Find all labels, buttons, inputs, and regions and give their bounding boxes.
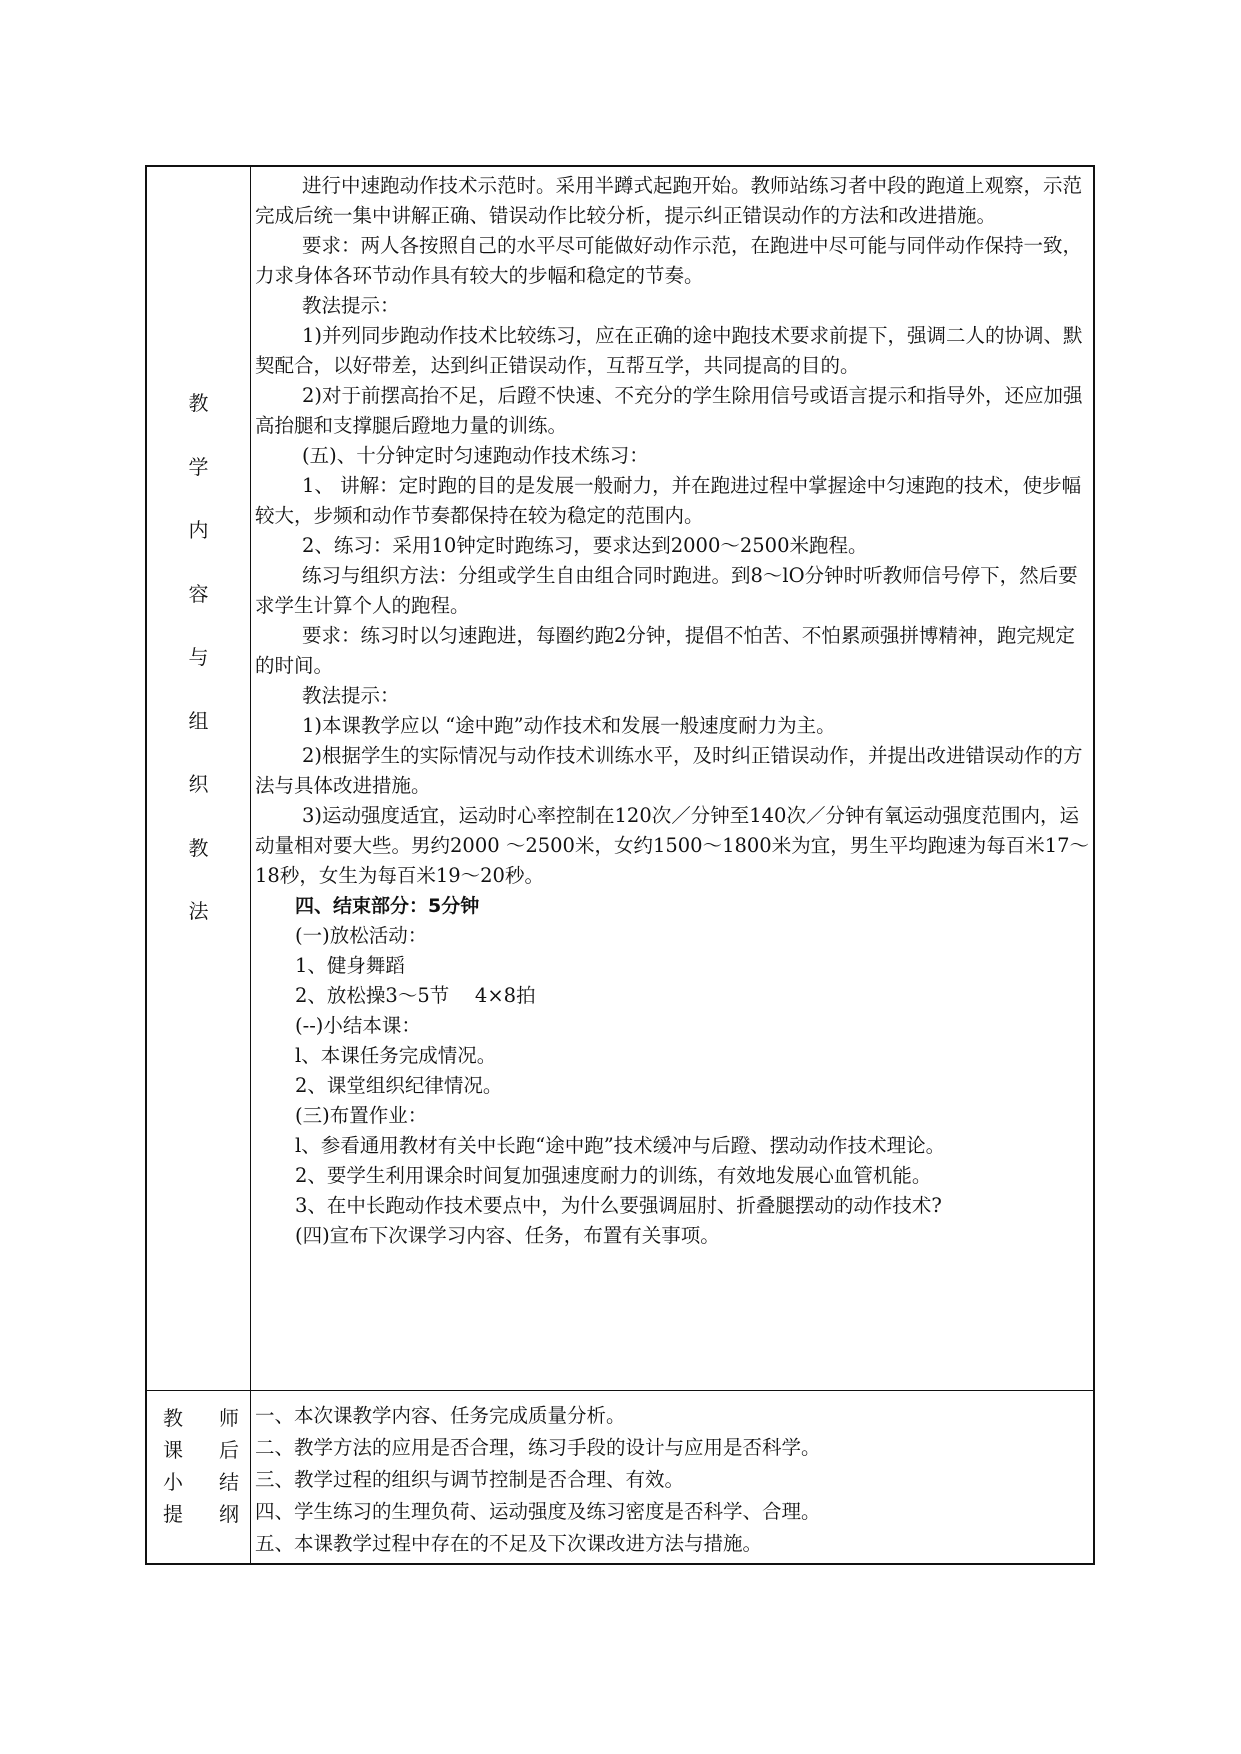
label-char: 法	[188, 899, 209, 923]
label-char: 师	[219, 1406, 239, 1430]
content-paragraph: 四、结束部分：5分钟	[295, 895, 480, 917]
content-paragraph: 3)运动强度适宜，运动时心率控制在120次／分钟至140次／分钟有氧运动强度范围内，运动量相对要大些。男约2000 ～2500米，女约1500～1800米为宜，男生平均跑速为每百米17～18秒，女生为每百米19～20秒。	[255, 804, 1090, 887]
content-paragraph: (五)、十分钟定时匀速跑动作技术练习：	[302, 444, 649, 467]
content-paragraph: (四)宣布下次课学习内容、任务，布置有关事项。	[295, 1224, 720, 1247]
label-char: 结	[219, 1470, 239, 1494]
label-row	[157, 1466, 245, 1498]
lesson-plan-table	[145, 165, 1095, 1565]
label-char: 内	[188, 518, 209, 542]
teaching-content-label	[147, 392, 250, 964]
content-paragraph: 2、要学生利用课余时间复加强速度耐力的训练，有效地发展心血管机能。	[295, 1164, 932, 1187]
content-paragraph: 2)根据学生的实际情况与动作技术训练水平，及时纠正错误动作，并提出改进错误动作的方法与具体改进措施。	[255, 744, 1083, 797]
label-char: 教	[188, 391, 209, 415]
label-row	[157, 1434, 245, 1466]
label-char: 纲	[219, 1502, 239, 1526]
label-row	[157, 1402, 245, 1434]
label-char: 织	[188, 772, 209, 796]
row-divider	[147, 1390, 1093, 1391]
label-char: 与	[188, 645, 209, 669]
content-paragraph: 3、在中长跑动作技术要点中，为什么要强调屈肘、折叠腿摆动的动作技术?	[295, 1194, 942, 1217]
content-paragraph: 练习与组织方法：分组或学生自由组合同时跑进。到8～lO分钟时听教师信号停下，然后要求学生计算个人的跑程。	[255, 564, 1078, 617]
label-char: 组	[188, 708, 209, 733]
content-paragraph: 教法提示：	[302, 294, 400, 317]
content-paragraph: (--)小结本课：	[295, 1014, 421, 1037]
label-char: 容	[188, 581, 209, 606]
label-char: 课	[163, 1438, 183, 1462]
content-paragraph: 2、放松操3～5节 4×8拍	[295, 984, 536, 1007]
column-divider	[250, 167, 251, 1563]
post-class-summary-label	[157, 1402, 245, 1530]
content-paragraph: 进行中速跑动作技术示范时。采用半蹲式起跑开始。教师站练习者中段的跑道上观察，示范完成后统一集中讲解正确、错误动作比较分析，提示纠正错误动作的方法和改进措施。	[255, 174, 1083, 227]
content-paragraph: (一)放松活动：	[295, 924, 428, 947]
teaching-content	[255, 171, 1093, 1251]
label-char: 教	[188, 835, 209, 860]
content-paragraph: 1、 讲解：定时跑的目的是发展一般耐力，并在跑进过程中掌握途中匀速跑的技术，使步幅较大，步频和动作节奏都保持在较为稳定的范围内。	[255, 474, 1082, 527]
content-paragraph: l、参看通用教材有关中长跑“途中跑”技术缓冲与后蹬、摆动动作技术理论。	[295, 1134, 946, 1157]
summary-item: 一、本次课教学内容、任务完成质量分析。	[255, 1404, 626, 1427]
content-paragraph: 要求：两人各按照自己的水平尽可能做好动作示范，在跑进中尽可能与同伴动作保持一致，力求身体各环节动作具有较大的步幅和稳定的节奏。	[255, 234, 1083, 287]
content-paragraph: (三)布置作业：	[295, 1104, 428, 1127]
summary-item: 四、学生练习的生理负荷、运动强度及练习密度是否科学、合理。	[255, 1500, 821, 1523]
label-char: 后	[219, 1438, 239, 1462]
content-paragraph: 1、健身舞蹈	[295, 954, 405, 977]
content-paragraph: 1)并列同步跑动作技术比较练习，应在正确的途中跑技术要求前提下，强调二人的协调、默契配合，以好带差，达到纠正错误动作，互帮互学，共同提高的目的。	[255, 324, 1083, 377]
content-paragraph: l、本课任务完成情况。	[295, 1044, 497, 1067]
label-char: 小	[163, 1470, 183, 1494]
label-row	[157, 1498, 245, 1530]
summary-item: 二、教学方法的应用是否合理，练习手段的设计与应用是否科学。	[255, 1436, 821, 1459]
summary-item: 五、本课教学过程中存在的不足及下次课改进方法与措施。	[255, 1532, 763, 1555]
label-char: 提	[163, 1502, 183, 1526]
content-paragraph: 2、练习：采用10钟定时跑练习，要求达到2000～2500米跑程。	[302, 534, 868, 557]
content-paragraph: 2)对于前摆高抬不足，后蹬不快速、不充分的学生除用信号或语言提示和指导外，还应加强高抬腿和支撑腿后蹬地力量的训练。	[255, 384, 1083, 437]
post-class-summary	[255, 1400, 1093, 1560]
content-paragraph: 教法提示：	[302, 684, 400, 707]
label-char: 学	[188, 454, 209, 479]
summary-item: 三、教学过程的组织与调节控制是否合理、有效。	[255, 1468, 685, 1491]
content-paragraph: 2、课堂组织纪律情况。	[295, 1074, 503, 1097]
content-paragraph: 1)本课教学应以 “途中跑”动作技术和发展一般速度耐力为主。	[302, 714, 836, 737]
label-char: 教	[163, 1406, 183, 1430]
content-paragraph: 要求：练习时以匀速跑进，每圈约跑2分钟，提倡不怕苦、不怕累顽强拼博精神，跑完规定的时间。	[255, 624, 1075, 677]
